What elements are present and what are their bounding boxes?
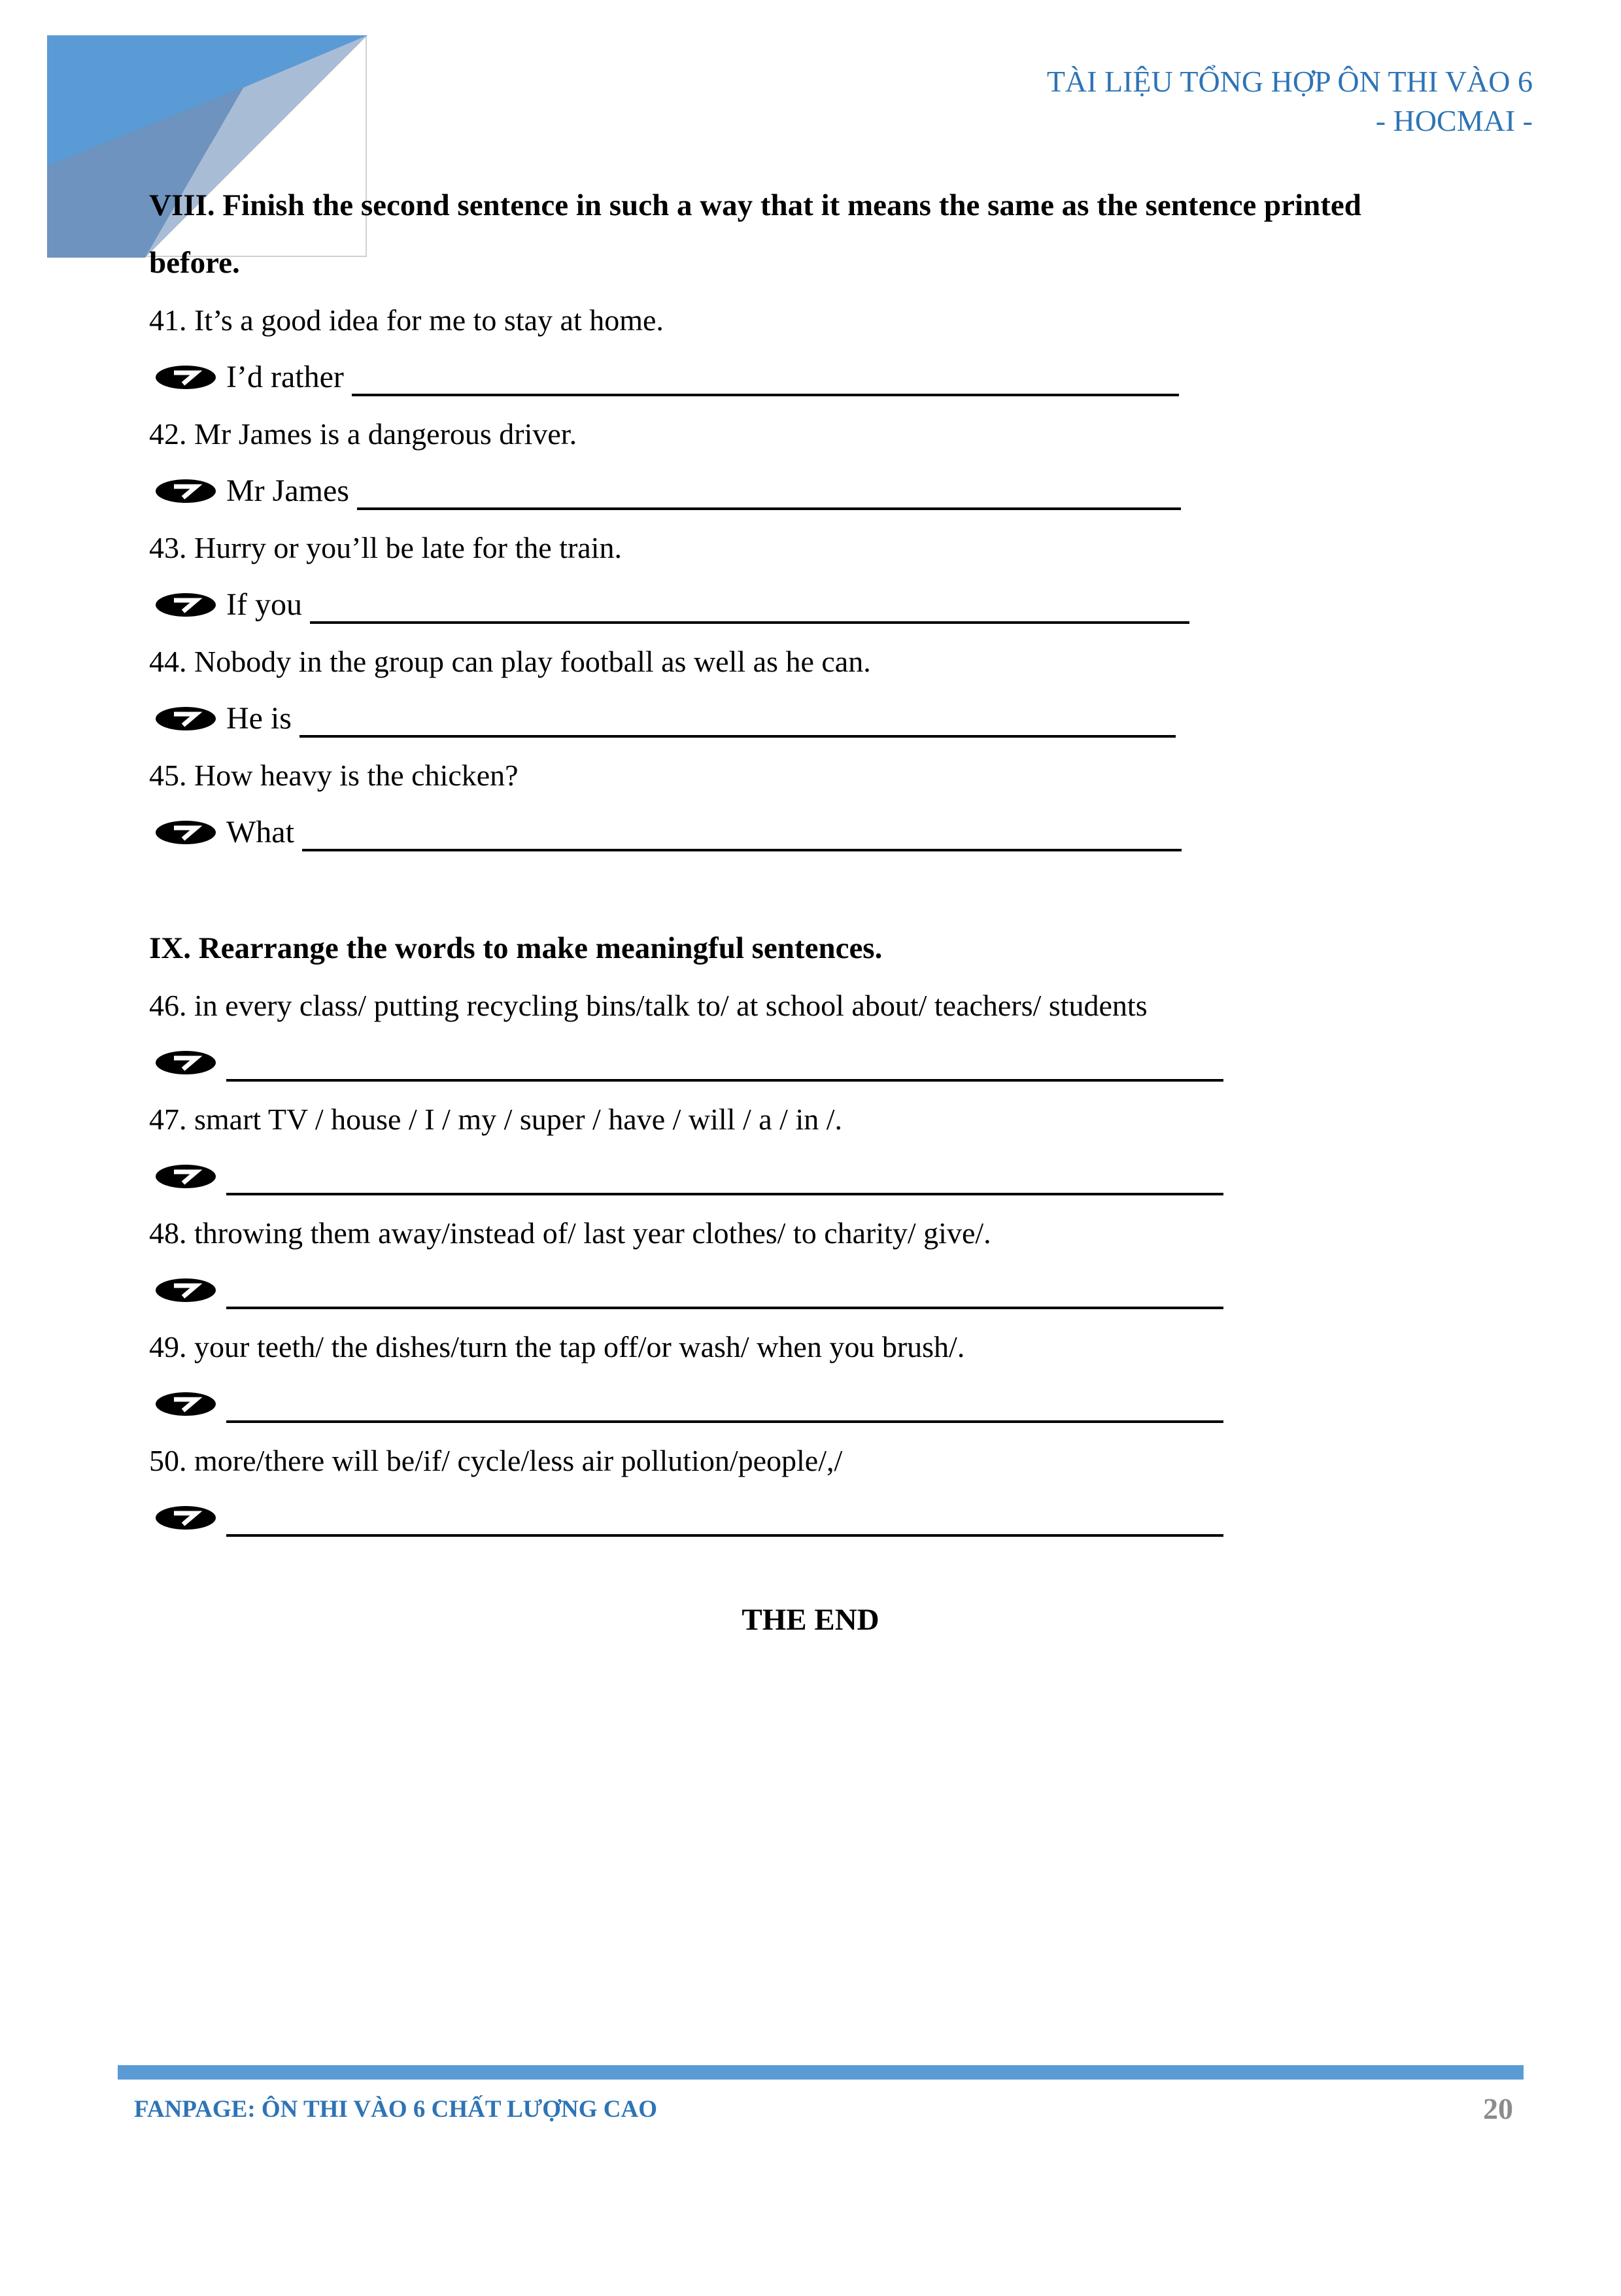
arrow-icon xyxy=(154,706,217,732)
question-48: 48. throwing them away/instead of/ last year clothes/ to charity/ give/. xyxy=(149,1216,991,1250)
answer-lead-43: If you xyxy=(226,587,302,622)
answer-lead-44: He is xyxy=(226,701,292,736)
arrow-icon xyxy=(154,1163,217,1190)
section-8-heading: VIII. Finish the second sentence in such a way that it means the same as the sentence printed xyxy=(149,188,1361,222)
answer-input-43[interactable] xyxy=(310,594,1189,624)
question-49: 49. your teeth/ the dishes/turn the tap off/or wash/ when you brush/. xyxy=(149,1330,965,1363)
question-47: 47. smart TV / house / I / my / super / have / will / a / in /. xyxy=(149,1103,843,1136)
section-9-heading: IX. Rearrange the words to make meaningful sentences. xyxy=(149,931,883,965)
answer-line-49 xyxy=(149,1375,1483,1432)
the-end-text: THE END xyxy=(742,1603,879,1637)
answer-lead-42: Mr James xyxy=(226,473,349,508)
answer-input-45[interactable] xyxy=(302,821,1182,851)
answer-input-50[interactable] xyxy=(226,1507,1223,1537)
answer-line-42 xyxy=(149,462,1483,519)
question-45: 45. How heavy is the chicken? xyxy=(149,759,519,792)
answer-line-41 xyxy=(149,349,1483,405)
answer-line-43 xyxy=(149,576,1483,633)
answer-lead-45: What xyxy=(226,815,294,849)
arrow-icon xyxy=(154,478,217,504)
answer-input-46[interactable] xyxy=(226,1052,1223,1082)
section-8-heading-cont: before. xyxy=(149,246,240,280)
answer-input-48[interactable] xyxy=(226,1279,1223,1309)
answer-input-44[interactable] xyxy=(299,708,1176,738)
section-spacer xyxy=(149,861,1483,919)
arrow-icon xyxy=(154,592,217,618)
answer-lead-41: I’d rather xyxy=(226,360,344,394)
question-46: 46. in every class/ putting recycling bins/talk to/ at school about/ teachers/ students xyxy=(149,989,1148,1022)
answer-line-50 xyxy=(149,1489,1483,1546)
question-50: 50. more/there will be/if/ cycle/less air pollution/people/,/ xyxy=(149,1444,843,1477)
header-title: TÀI LIỆU TỔNG HỢP ÔN THI VÀO 6 xyxy=(1046,65,1533,98)
answer-input-47[interactable] xyxy=(226,1165,1223,1195)
answer-input-49[interactable] xyxy=(226,1393,1223,1423)
arrow-icon xyxy=(154,1505,217,1531)
question-44: 44. Nobody in the group can play football as well as he can. xyxy=(149,645,871,678)
arrow-icon xyxy=(154,1277,217,1303)
header-subtitle: - HOCMAI - xyxy=(1375,104,1533,137)
answer-line-44 xyxy=(149,690,1483,747)
arrow-icon xyxy=(154,1050,217,1076)
document-header xyxy=(1047,62,1533,141)
answer-input-42[interactable] xyxy=(357,480,1181,510)
footer-fanpage-link[interactable]: FANPAGE: ÔN THI VÀO 6 CHẤT LƯỢNG CAO xyxy=(134,2096,657,2123)
question-41: 41. It’s a good idea for me to stay at home. xyxy=(149,303,664,337)
answer-input-41[interactable] xyxy=(352,366,1179,396)
answer-line-48 xyxy=(149,1261,1483,1318)
page-number: 20 xyxy=(1483,2092,1513,2125)
answer-line-46 xyxy=(149,1034,1483,1091)
arrow-icon xyxy=(154,819,217,846)
answer-line-47 xyxy=(149,1148,1483,1205)
question-43: 43. Hurry or you’ll be late for the train. xyxy=(149,531,622,564)
question-42: 42. Mr James is a dangerous driver. xyxy=(149,417,577,451)
arrow-icon xyxy=(154,1391,217,1417)
footer-divider-bar xyxy=(118,2065,1524,2080)
exercise-content xyxy=(149,177,1483,1546)
arrow-icon xyxy=(154,364,217,390)
answer-line-45 xyxy=(149,804,1483,861)
